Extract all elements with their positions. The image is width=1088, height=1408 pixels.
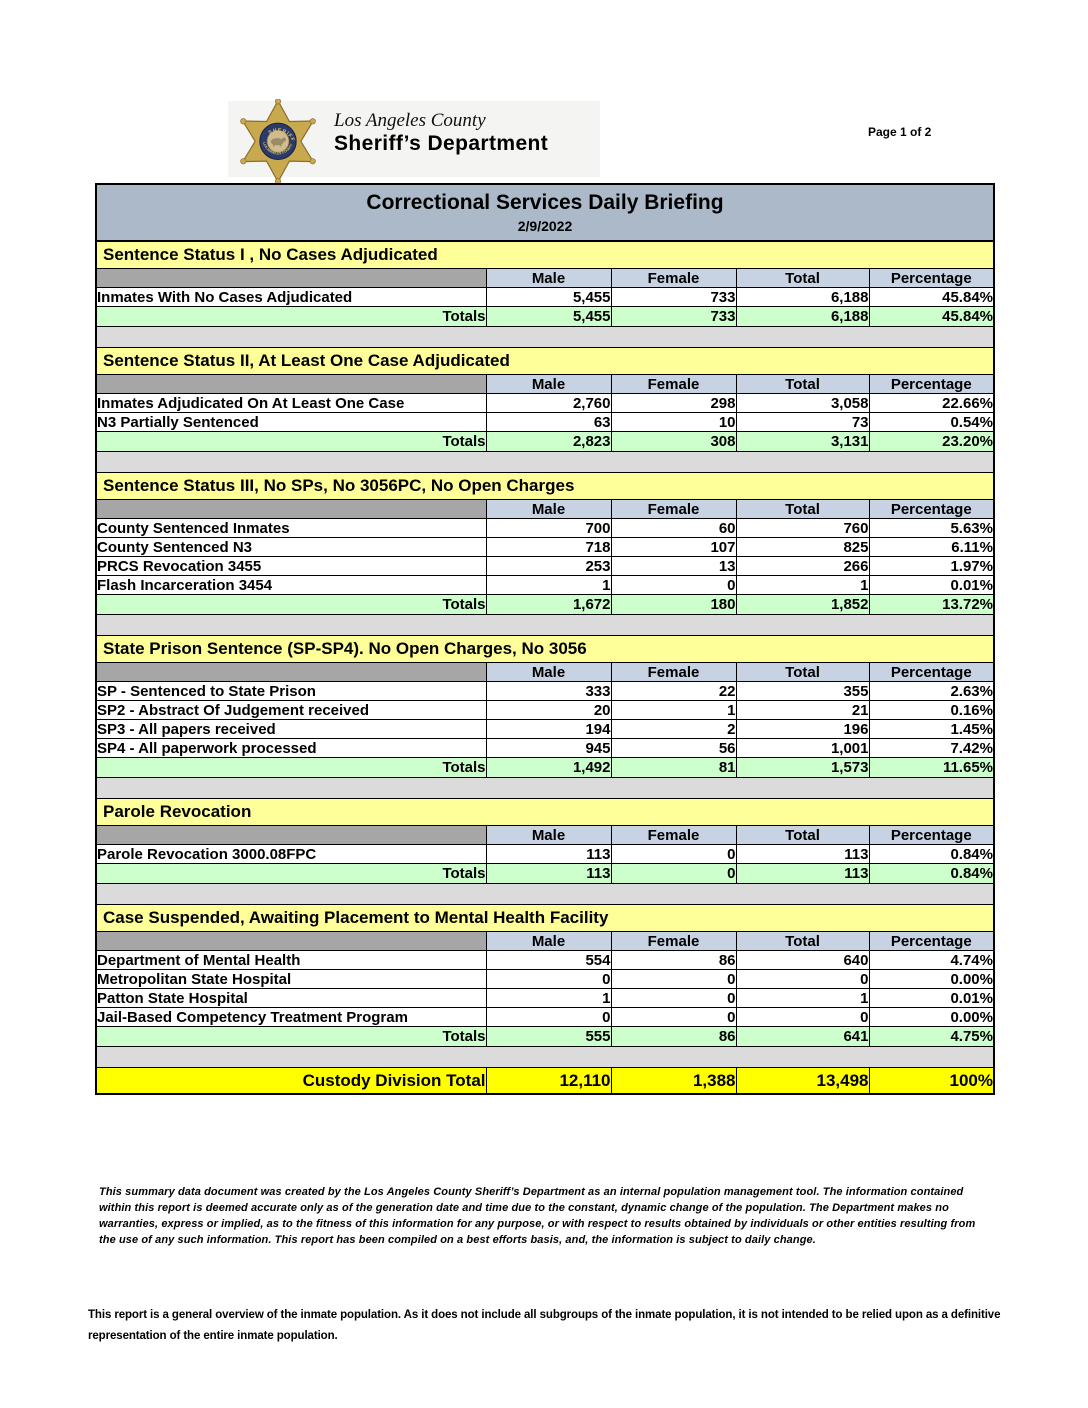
- cell-female: 60: [611, 519, 736, 538]
- section-spacer-row: [96, 615, 994, 636]
- spacer-cell: [96, 327, 994, 348]
- cell-female: 733: [611, 288, 736, 307]
- cell-total: 1: [736, 989, 869, 1008]
- table-row: [96, 1008, 994, 1027]
- section-header-row: [96, 636, 994, 663]
- table-row: [96, 288, 994, 307]
- cell-female: 22: [611, 682, 736, 701]
- cell-female: 10: [611, 413, 736, 432]
- svg-text:SHERIFF: SHERIFF: [267, 127, 296, 143]
- spacer-cell: [96, 884, 994, 905]
- cell-total: 266: [736, 557, 869, 576]
- cell-male: 194: [486, 720, 611, 739]
- column-header-female: Female: [611, 269, 736, 288]
- empty-corner-cell: [96, 826, 486, 845]
- totals-male: 555: [486, 1027, 611, 1047]
- grand-total-row: [96, 1068, 994, 1095]
- cell-percentage: 1.97%: [869, 557, 994, 576]
- report-title-row: [96, 184, 994, 241]
- briefing-table: [95, 183, 995, 1095]
- cell-male: 554: [486, 951, 611, 970]
- column-header-male: Male: [486, 932, 611, 951]
- row-label: County Sentenced N3: [96, 538, 486, 557]
- row-label: Jail-Based Competency Treatment Program: [96, 1008, 486, 1027]
- totals-row: [96, 595, 994, 615]
- totals-male: 113: [486, 864, 611, 884]
- cell-total: 355: [736, 682, 869, 701]
- cell-percentage: 0.01%: [869, 989, 994, 1008]
- totals-percentage: 45.84%: [869, 307, 994, 327]
- disclaimer-footnote: This summary data document was created by the Los Angeles County Sheriff’s Department as an internal population management tool. The information contained within this report is deemed accurate only as of the generation date and time due to the constant, dynamic change of the population. The Department makes no warranties, express or implied, as to the fitness of this information for any purpose, or with respect to results obtained by individuals or other entities resulting from the use of any such information. This report has been compiled on a best efforts basis, and, the information is subject to daily change.: [99, 1186, 976, 1246]
- cell-percentage: 7.42%: [869, 739, 994, 758]
- logo-text: [334, 110, 548, 169]
- cell-total: 0: [736, 970, 869, 989]
- column-header-total: Total: [736, 269, 869, 288]
- row-label: Inmates Adjudicated On At Least One Case: [96, 394, 486, 413]
- cell-percentage: 0.00%: [869, 1008, 994, 1027]
- logo-county-text: Los Angeles County: [334, 109, 486, 131]
- section-header-row: [96, 348, 994, 375]
- column-header-total: Total: [736, 932, 869, 951]
- cell-total: 1,001: [736, 739, 869, 758]
- table-row: [96, 970, 994, 989]
- cell-percentage: 45.84%: [869, 288, 994, 307]
- row-label: Flash Incarceration 3454: [96, 576, 486, 595]
- cell-total: 0: [736, 1008, 869, 1027]
- cell-female: 13: [611, 557, 736, 576]
- column-header-female: Female: [611, 932, 736, 951]
- column-header-row: [96, 269, 994, 288]
- cell-total: 6,188: [736, 288, 869, 307]
- totals-row: [96, 1027, 994, 1047]
- section-spacer-row: [96, 884, 994, 905]
- totals-percentage: 11.65%: [869, 758, 994, 778]
- empty-corner-cell: [96, 932, 486, 951]
- cell-total: 760: [736, 519, 869, 538]
- cell-male: 1: [486, 989, 611, 1008]
- cell-percentage: 6.11%: [869, 538, 994, 557]
- section-header-row: [96, 241, 994, 269]
- table-row: [96, 413, 994, 432]
- column-header-male: Male: [486, 663, 611, 682]
- totals-label: Totals: [96, 432, 486, 452]
- table-row: [96, 845, 994, 864]
- column-header-row: [96, 826, 994, 845]
- page-number-label: Page 1 of 2: [868, 125, 932, 139]
- section-title: Parole Revocation: [96, 799, 994, 826]
- totals-male: 5,455: [486, 307, 611, 327]
- section-spacer-row: [96, 778, 994, 799]
- totals-row: [96, 864, 994, 884]
- totals-label: Totals: [96, 1027, 486, 1047]
- column-header-male: Male: [486, 375, 611, 394]
- totals-label: Totals: [96, 864, 486, 884]
- cell-total: 196: [736, 720, 869, 739]
- cell-female: 0: [611, 1008, 736, 1027]
- column-header-percentage: Percentage: [869, 375, 994, 394]
- table-row: [96, 701, 994, 720]
- cell-total: 825: [736, 538, 869, 557]
- table-row: [96, 989, 994, 1008]
- section-title: Sentence Status III, No SPs, No 3056PC, No Open Charges: [96, 473, 994, 500]
- cell-male: 718: [486, 538, 611, 557]
- cell-male: 113: [486, 845, 611, 864]
- cell-male: 5,455: [486, 288, 611, 307]
- totals-male: 1,672: [486, 595, 611, 615]
- empty-corner-cell: [96, 500, 486, 519]
- section-title: State Prison Sentence (SP-SP4). No Open Charges, No 3056: [96, 636, 994, 663]
- section-title: Sentence Status I , No Cases Adjudicated: [96, 241, 994, 269]
- cell-male: 333: [486, 682, 611, 701]
- totals-row: [96, 307, 994, 327]
- column-header-row: [96, 500, 994, 519]
- column-header-male: Male: [486, 500, 611, 519]
- totals-total: 1,852: [736, 595, 869, 615]
- totals-row: [96, 432, 994, 452]
- column-header-total: Total: [736, 500, 869, 519]
- column-header-row: [96, 375, 994, 394]
- row-label: SP - Sentenced to State Prison: [96, 682, 486, 701]
- report-title: Correctional Services Daily Briefing: [366, 191, 724, 214]
- cell-female: 0: [611, 989, 736, 1008]
- column-header-female: Female: [611, 826, 736, 845]
- table-row: [96, 576, 994, 595]
- cell-female: 0: [611, 845, 736, 864]
- column-header-male: Male: [486, 826, 611, 845]
- row-label: SP3 - All papers received: [96, 720, 486, 739]
- totals-female: 180: [611, 595, 736, 615]
- empty-corner-cell: [96, 269, 486, 288]
- section-spacer-row: [96, 327, 994, 348]
- totals-male: 1,492: [486, 758, 611, 778]
- cell-total: 3,058: [736, 394, 869, 413]
- cell-male: 2,760: [486, 394, 611, 413]
- row-label: N3 Partially Sentenced: [96, 413, 486, 432]
- cell-male: 253: [486, 557, 611, 576]
- section-header-row: [96, 473, 994, 500]
- cell-total: 73: [736, 413, 869, 432]
- row-label: PRCS Revocation 3455: [96, 557, 486, 576]
- cell-female: 1: [611, 701, 736, 720]
- column-header-percentage: Percentage: [869, 932, 994, 951]
- cell-total: 113: [736, 845, 869, 864]
- sheriff-star-badge-icon: [234, 99, 322, 187]
- cell-total: 1: [736, 576, 869, 595]
- cell-male: 700: [486, 519, 611, 538]
- cell-male: 63: [486, 413, 611, 432]
- table-row: [96, 519, 994, 538]
- svg-text:LOS ANGELES COUNTY: LOS ANGELES COUNTY: [261, 141, 294, 156]
- spacer-cell: [96, 1047, 994, 1068]
- table-row: [96, 538, 994, 557]
- row-label: SP4 - All paperwork processed: [96, 739, 486, 758]
- table-row: [96, 557, 994, 576]
- column-header-percentage: Percentage: [869, 269, 994, 288]
- row-label: Department of Mental Health: [96, 951, 486, 970]
- row-label: Patton State Hospital: [96, 989, 486, 1008]
- table-row: [96, 739, 994, 758]
- table-row: [96, 394, 994, 413]
- column-header-percentage: Percentage: [869, 500, 994, 519]
- totals-female: 81: [611, 758, 736, 778]
- section-header-row: [96, 799, 994, 826]
- cell-total: 21: [736, 701, 869, 720]
- totals-total: 3,131: [736, 432, 869, 452]
- empty-corner-cell: [96, 375, 486, 394]
- section-header-row: [96, 905, 994, 932]
- cell-male: 945: [486, 739, 611, 758]
- column-header-female: Female: [611, 500, 736, 519]
- cell-female: 0: [611, 970, 736, 989]
- overview-footnote: This report is a general overview of the inmate population. As it does not include all subgroups of the inmate population, it is not intended to be relied upon as a definitive representation of the entire inmate population.: [88, 1309, 1001, 1342]
- totals-male: 2,823: [486, 432, 611, 452]
- section-spacer-row: [96, 452, 994, 473]
- cell-percentage: 0.16%: [869, 701, 994, 720]
- column-header-female: Female: [611, 375, 736, 394]
- totals-percentage: 4.75%: [869, 1027, 994, 1047]
- column-header-total: Total: [736, 375, 869, 394]
- logo-department-text: Sheriff’s Department: [334, 131, 549, 155]
- column-header-row: [96, 663, 994, 682]
- totals-female: 86: [611, 1027, 736, 1047]
- cell-percentage: 22.66%: [869, 394, 994, 413]
- spacer-cell: [96, 452, 994, 473]
- column-header-row: [96, 932, 994, 951]
- cell-male: 0: [486, 1008, 611, 1027]
- row-label: Metropolitan State Hospital: [96, 970, 486, 989]
- cell-total: 640: [736, 951, 869, 970]
- cell-percentage: 4.74%: [869, 951, 994, 970]
- cell-percentage: 0.01%: [869, 576, 994, 595]
- cell-female: 86: [611, 951, 736, 970]
- grand-total-total: 13,498: [736, 1068, 869, 1095]
- column-header-female: Female: [611, 663, 736, 682]
- department-logo: [228, 101, 600, 177]
- report-date: 2/9/2022: [517, 218, 573, 234]
- cell-percentage: 1.45%: [869, 720, 994, 739]
- spacer-cell: [96, 615, 994, 636]
- totals-percentage: 23.20%: [869, 432, 994, 452]
- cell-male: 20: [486, 701, 611, 720]
- totals-label: Totals: [96, 758, 486, 778]
- totals-female: 308: [611, 432, 736, 452]
- totals-label: Totals: [96, 307, 486, 327]
- row-label: County Sentenced Inmates: [96, 519, 486, 538]
- totals-percentage: 13.72%: [869, 595, 994, 615]
- section-title: Sentence Status II, At Least One Case Adjudicated: [96, 348, 994, 375]
- spacer-cell: [96, 778, 994, 799]
- totals-label: Totals: [96, 595, 486, 615]
- column-header-total: Total: [736, 826, 869, 845]
- section-title: Case Suspended, Awaiting Placement to Mental Health Facility: [96, 905, 994, 932]
- cell-percentage: 2.63%: [869, 682, 994, 701]
- column-header-percentage: Percentage: [869, 663, 994, 682]
- cell-female: 298: [611, 394, 736, 413]
- cell-female: 0: [611, 576, 736, 595]
- totals-female: 733: [611, 307, 736, 327]
- row-label: Inmates With No Cases Adjudicated: [96, 288, 486, 307]
- column-header-total: Total: [736, 663, 869, 682]
- cell-female: 2: [611, 720, 736, 739]
- table-row: [96, 720, 994, 739]
- cell-percentage: 0.00%: [869, 970, 994, 989]
- cell-percentage: 0.84%: [869, 845, 994, 864]
- table-row: [96, 682, 994, 701]
- grand-total-percentage: 100%: [869, 1068, 994, 1095]
- section-spacer-row: [96, 1047, 994, 1068]
- row-label: SP2 - Abstract Of Judgement received: [96, 701, 486, 720]
- cell-female: 107: [611, 538, 736, 557]
- table-row: [96, 951, 994, 970]
- cell-percentage: 0.54%: [869, 413, 994, 432]
- cell-percentage: 5.63%: [869, 519, 994, 538]
- cell-female: 56: [611, 739, 736, 758]
- cell-male: 1: [486, 576, 611, 595]
- column-header-percentage: Percentage: [869, 826, 994, 845]
- totals-total: 641: [736, 1027, 869, 1047]
- cell-male: 0: [486, 970, 611, 989]
- totals-total: 6,188: [736, 307, 869, 327]
- totals-percentage: 0.84%: [869, 864, 994, 884]
- grand-total-label: Custody Division Total: [96, 1068, 486, 1095]
- empty-corner-cell: [96, 663, 486, 682]
- grand-total-male: 12,110: [486, 1068, 611, 1095]
- column-header-male: Male: [486, 269, 611, 288]
- grand-total-female: 1,388: [611, 1068, 736, 1095]
- row-label: Parole Revocation 3000.08FPC: [96, 845, 486, 864]
- totals-row: [96, 758, 994, 778]
- totals-female: 0: [611, 864, 736, 884]
- totals-total: 1,573: [736, 758, 869, 778]
- totals-total: 113: [736, 864, 869, 884]
